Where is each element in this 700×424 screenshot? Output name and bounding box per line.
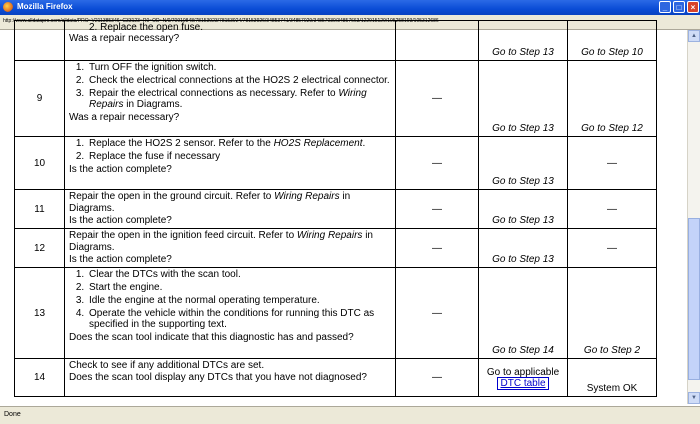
value-cell: — [396, 137, 479, 190]
action-item: 3. Repair the electrical connections as necessary. Refer to Wiring Repairs in Diagrams. [87, 88, 391, 110]
action-cell [65, 268, 396, 359]
window-titlebar [0, 0, 700, 15]
action-cell [65, 61, 396, 137]
action-text: Check to see if any additional DTCs are set. [69, 360, 265, 371]
action-item: 2. Start the engine. [87, 282, 391, 293]
action-item: 3. Idle the engine at the normal operating temperature. [87, 295, 391, 306]
status-bar [0, 406, 700, 424]
action-item: 2. Check the electrical connections at the HO2S 2 electrical connector. [87, 75, 391, 86]
yes-cell [479, 359, 568, 397]
yes-goto: Go to Step 13 [492, 254, 554, 265]
yes-cell [479, 61, 568, 137]
value-cell [396, 21, 479, 61]
table-row [15, 190, 657, 229]
yes-goto: Go to Step 13 [492, 215, 554, 226]
step-cell: 13 [15, 268, 65, 359]
no-cell [568, 268, 657, 359]
value-cell: — [396, 61, 479, 137]
action-item: 4. Operate the vehicle within the conditions for running this DTC as specified in the supporting text. [87, 308, 391, 330]
action-text: Repair the open in the ignition feed circuit. Refer to Wiring Repairs in Diagrams. [69, 230, 373, 253]
yes-goto: Go to Step 13 [492, 47, 554, 58]
yes-goto: Go to Step 13 [492, 123, 554, 134]
no-goto: System OK [586, 383, 638, 394]
yes-cell [479, 21, 568, 61]
action-item: 1. Replace the HO2S 2 sensor. Refer to the HO2S Replacement. [87, 138, 391, 149]
action-item: 2. Replace the fuse if necessary [87, 151, 391, 162]
table-row [15, 137, 657, 190]
page-content [0, 22, 688, 404]
vertical-scrollbar[interactable] [687, 30, 700, 404]
no-cell [568, 21, 657, 61]
value-cell: — [396, 268, 479, 359]
step-cell: 11 [15, 190, 65, 229]
step-cell: 9 [15, 61, 65, 137]
question-text: Is the action complete? [69, 164, 172, 175]
step-cell [15, 21, 65, 61]
yes-cell [479, 190, 568, 229]
yes-goto: Go to Step 14 [492, 345, 554, 356]
no-cell: — [568, 137, 657, 190]
action-cell [65, 359, 396, 397]
table-row [15, 268, 657, 359]
no-goto: Go to Step 12 [581, 123, 643, 134]
maximize-button[interactable]: □ [673, 1, 685, 13]
table-row [15, 21, 657, 61]
close-button[interactable]: × [687, 1, 699, 13]
wiring-repairs-ref: Wiring Repairs [89, 88, 367, 110]
yes-cell [479, 137, 568, 190]
firefox-icon [3, 2, 13, 12]
no-goto: Go to Step 2 [583, 345, 641, 356]
value-cell: — [396, 359, 479, 397]
no-goto: Go to Step 10 [581, 47, 643, 58]
window-title: Mozilla Firefox [17, 2, 73, 11]
dtc-table-link[interactable]: DTC table [497, 377, 548, 390]
action-item: 1. Clear the DTCs with the scan tool. [87, 269, 391, 280]
step-cell: 10 [15, 137, 65, 190]
no-cell: — [568, 190, 657, 229]
scroll-thumb[interactable] [688, 218, 700, 380]
action-item: 1. Turn OFF the ignition switch. [87, 62, 391, 73]
action-cell [65, 137, 396, 190]
table-row [15, 61, 657, 137]
action-text: 2. Replace the open fuse. [89, 22, 203, 33]
yes-goto: Go to applicable [486, 366, 560, 378]
action-cell [65, 21, 396, 61]
question-text: Does the scan tool display any DTCs that you have not diagnosed? [69, 372, 367, 383]
action-text: Repair the open in the ground circuit. Refer to Wiring Repairs in Diagrams. [69, 191, 351, 214]
step-cell: 12 [15, 229, 65, 268]
question-text: Was a repair necessary? [69, 33, 180, 44]
diagnostic-table [14, 20, 657, 397]
yes-cell [479, 229, 568, 268]
url-text[interactable]: http://www.alldatapro.com/alldata/PRO~V211385346~C33123~R0~OD~N/0/70910848/78153923/78153924/78153926/34853741/34857029/34857030/34857663/122915129/105258193/105312686 [3, 18, 439, 24]
scroll-down-arrow[interactable]: ▼ [688, 392, 700, 404]
no-cell [568, 61, 657, 137]
no-cell [568, 359, 657, 397]
wiring-repairs-ref: Wiring Repairs [296, 230, 363, 241]
question-text: Is the action complete? [69, 215, 172, 226]
value-cell: — [396, 190, 479, 229]
table-row [15, 359, 657, 397]
question-text: Does the scan tool indicate that this diagnostic has and passed? [69, 332, 354, 343]
yes-goto: Go to Step 13 [492, 176, 554, 187]
minimize-button[interactable]: _ [659, 1, 671, 13]
wiring-repairs-ref: Wiring Repairs [274, 191, 340, 202]
scroll-up-arrow[interactable]: ▲ [688, 30, 700, 42]
no-cell: — [568, 229, 657, 268]
value-cell: — [396, 229, 479, 268]
step-cell: 14 [15, 359, 65, 397]
question-text: Was a repair necessary? [69, 112, 180, 123]
ho2s-replacement-ref: HO2S Replacement [273, 138, 363, 149]
action-cell [65, 190, 396, 229]
question-text: Is the action complete? [69, 254, 172, 265]
table-row [15, 229, 657, 268]
yes-cell [479, 268, 568, 359]
status-text: Done [4, 411, 21, 418]
action-cell [65, 229, 396, 268]
